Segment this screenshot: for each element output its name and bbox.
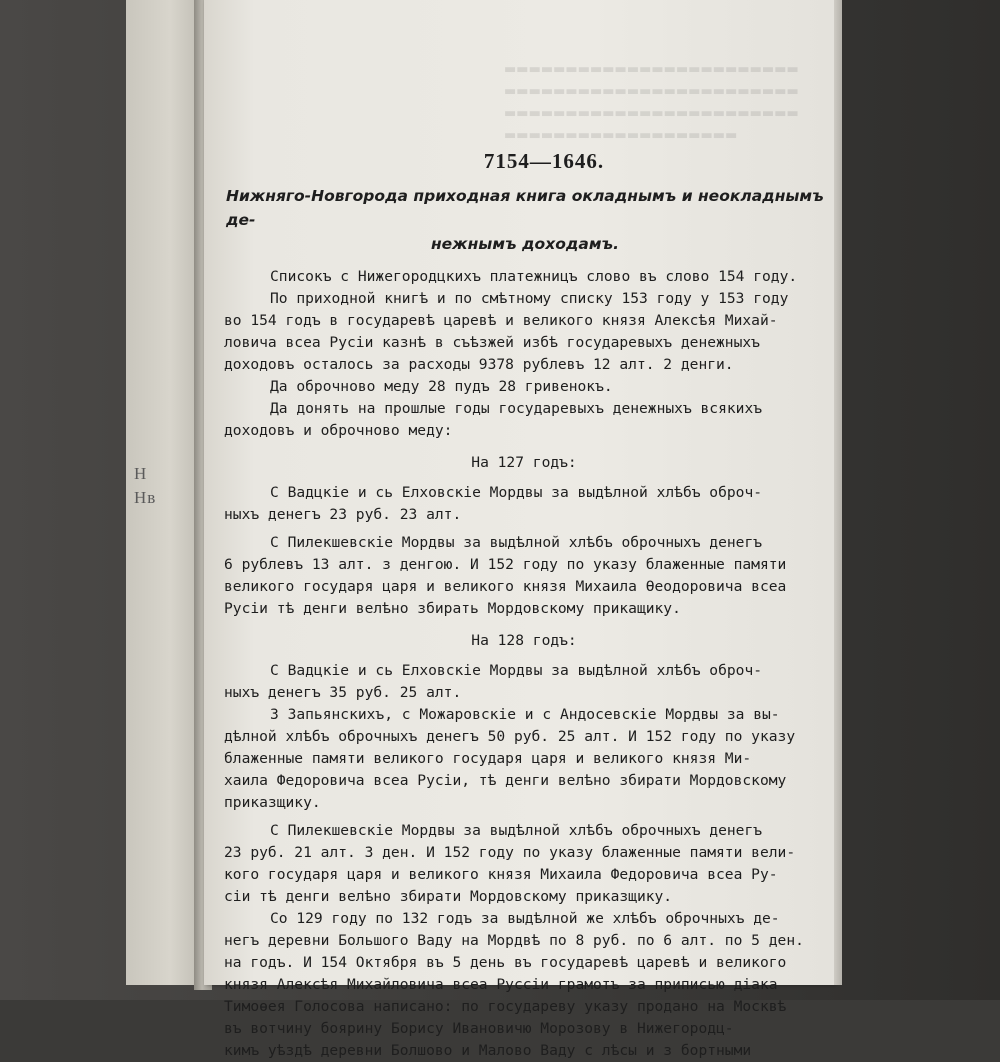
paragraph-line: доходовъ осталось за расходы 9378 рублевъ 12 алт. 2 денги.	[224, 356, 734, 373]
paragraph-line: блаженные памяти великого государя царя и великого князя Ми-	[224, 750, 752, 767]
paragraph-line: кимъ уѣздѣ деревни Болшово и Малово Ваду с лѣсы и з бортными	[224, 1042, 752, 1059]
bleed-through: ▬▬▬▬▬▬▬▬▬▬▬▬▬▬▬▬▬▬▬▬▬▬▬▬	[504, 106, 799, 121]
left-page-fragment: Нв	[134, 488, 157, 507]
bleed-through: ▬▬▬▬▬▬▬▬▬▬▬▬▬▬▬▬▬▬▬▬▬▬▬▬	[504, 62, 799, 77]
paragraph-line: Со 129 году по 132 годъ за выдѣлной же хлѣбъ оброчныхъ де-	[270, 910, 780, 927]
paragraph-line: Русіи тѣ денги велѣно збирать Мордовскому прикащику.	[224, 600, 681, 617]
bleed-through: ▬▬▬▬▬▬▬▬▬▬▬▬▬▬▬▬▬▬▬▬▬▬▬▬	[504, 84, 799, 99]
paragraph-line: негъ деревни Большого Ваду на Мордвѣ по 8 руб. по 6 алт. по 5 ден.	[224, 932, 804, 949]
title-line: Нижняго-Новгорода приходная книга окладнымъ и неокладнымъ де-	[226, 187, 824, 229]
page-edge	[834, 0, 842, 985]
document-body	[224, 150, 824, 1062]
paragraph-line: дѣлной хлѣбъ оброчныхъ денегъ 50 руб. 25 алт. И 152 году по указу	[224, 728, 796, 745]
paragraph-line: на годъ. И 154 Октября въ 5 день въ государевѣ царевѣ и великого	[224, 954, 787, 971]
paragraph-line: Списокъ с Нижегородцкихъ платежницъ слово въ слово 154 году.	[270, 268, 798, 285]
paragraph-line: 23 руб. 21 алт. 3 ден. И 152 году по указу блаженные памяти вели-	[224, 844, 796, 861]
paragraph-line: великого государя царя и великого князя Михаила Ѳеодоровича всеа	[224, 578, 787, 595]
paragraph-line: З Запьянскихъ, с Можаровскіе и с Андосевскіе Мордвы за вы-	[270, 706, 780, 723]
paragraph-line: Да донять на прошлые годы государевыхъ денежныхъ всякихъ	[270, 400, 763, 417]
paragraph-line: хаила Федоровича всеа Русіи, тѣ денги велѣно збирати Мордовскому	[224, 772, 787, 789]
year-heading: 7154—1646.	[483, 149, 605, 173]
paragraph-line: 6 рублевъ 13 алт. з денгою. И 152 году по указу блаженные памяти	[224, 556, 787, 573]
paragraph-line: С Пилекшевскіе Мордвы за выдѣлной хлѣбъ оброчныхъ денегъ	[270, 534, 763, 551]
paragraph-line: доходовъ и оброчново меду:	[224, 422, 453, 439]
section-heading: На 127 годъ:	[471, 454, 577, 471]
paragraph-line: сіи тѣ денги велѣно збирати Мордовскому приказщику.	[224, 888, 673, 905]
line-fragment: Борису Ивановичю Морозову в Нижегородц-	[390, 1020, 734, 1037]
document-page	[204, 0, 834, 1059]
section-heading: На 128 годъ:	[471, 632, 577, 649]
paragraph-line: С Вадцкіе и сь Елховскіе Мордвы за выдѣлной хлѣбъ оброч-	[270, 662, 763, 679]
title-line: нежнымъ доходамъ.	[430, 235, 620, 253]
paragraph-line: С Пилекшевскіе Мордвы за выдѣлной хлѣбъ оброчныхъ денегъ	[270, 822, 763, 839]
paragraph-line	[224, 1018, 824, 1040]
line-fragment: въ вотчину боярину	[224, 1020, 391, 1037]
paragraph-line: По приходной книгѣ и по смѣтному списку 153 году у 153 году	[270, 290, 789, 307]
paragraph-line: Да оброчново меду 28 пудъ 28 гривенокъ.	[270, 378, 613, 395]
left-page-fragment: Н	[134, 464, 148, 483]
paragraph-line: князя Алексѣя Михайловича всеа Руссіи грамотъ за приписью діака	[224, 976, 778, 993]
paragraph-line: С Вадцкіе и сь Елховскіе Мордвы за выдѣлной хлѣбъ оброч-	[270, 484, 763, 501]
paragraph-line: ныхъ денегъ 23 руб. 23 алт.	[224, 506, 462, 523]
bleed-through: ▬▬▬▬▬▬▬▬▬▬▬▬▬▬▬▬▬▬▬	[504, 128, 738, 143]
paragraph-line: ныхъ денегъ 35 руб. 25 алт.	[224, 684, 462, 701]
paragraph-line: ловича всеа Русіи казнѣ в съѣзжей избѣ государевыхъ денежныхъ	[224, 334, 760, 351]
paragraph-line: приказщику.	[224, 794, 321, 811]
document-title	[224, 184, 824, 256]
paragraph-line: Тимоѳея Голосова написано: по государеву указу продано на Москвѣ	[224, 998, 787, 1015]
paragraph-line: кого государя царя и великого князя Михаила Федоровича всеа Ру-	[224, 866, 778, 883]
paragraph-line: во 154 годъ в государевѣ царевѣ и великого князя Алексѣя Михай-	[224, 312, 778, 329]
